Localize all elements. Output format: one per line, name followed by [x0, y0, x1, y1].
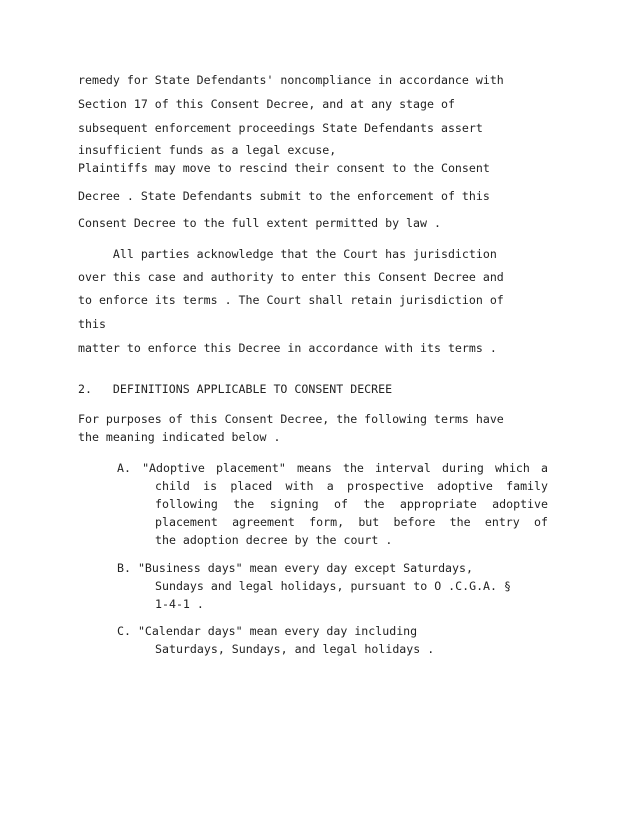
text-line: child is placed with a prospective adoptive family — [155, 479, 548, 493]
text-line: remedy for State Defendants' noncompliance in accordance with — [78, 73, 504, 87]
text-line: B. "Business days" mean every day except Saturdays, — [117, 561, 473, 575]
text-line: this — [78, 317, 106, 331]
text-line: Saturdays, Sundays, and legal holidays . — [155, 642, 435, 656]
text-line: the meaning indicated below . — [78, 430, 281, 444]
text-line: Consent Decree to the full extent permitted by law . — [78, 216, 441, 230]
text-line: Sundays and legal holidays, pursuant to O .C.G.A. § — [155, 579, 511, 593]
text-line: Section 17 of this Consent Decree, and at any stage of — [78, 97, 455, 111]
text-line: subsequent enforcement proceedings State Defendants assert — [78, 121, 483, 135]
text-line: following the signing of the appropriate adoptive — [155, 497, 548, 511]
text-line: the adoption decree by the court . — [155, 533, 393, 547]
text-line: 1-4-1 . — [155, 597, 204, 611]
text-line: For purposes of this Consent Decree, the following terms have — [78, 412, 504, 426]
section-heading: 2. DEFINITIONS APPLICABLE TO CONSENT DECREE — [78, 382, 393, 396]
text-line: placement agreement form, but before the entry of — [155, 515, 548, 529]
text-line: matter to enforce this Decree in accordance with its terms . — [78, 341, 497, 355]
text-line: to enforce its terms . The Court shall retain jurisdiction of — [78, 293, 504, 307]
text-line: Decree . State Defendants submit to the enforcement of this — [78, 189, 490, 203]
text-line: C. "Calendar days" mean every day including — [117, 624, 418, 638]
text-line: Plaintiffs may move to rescind their consent to the Consent — [78, 161, 490, 175]
text-line: insufficient funds as a legal excuse, — [78, 143, 337, 157]
text-line: over this case and authority to enter this Consent Decree and — [78, 270, 504, 284]
text-line: A. "Adoptive placement" means the interval during which a — [117, 461, 548, 475]
text-line: All parties acknowledge that the Court has jurisdiction — [78, 247, 497, 261]
